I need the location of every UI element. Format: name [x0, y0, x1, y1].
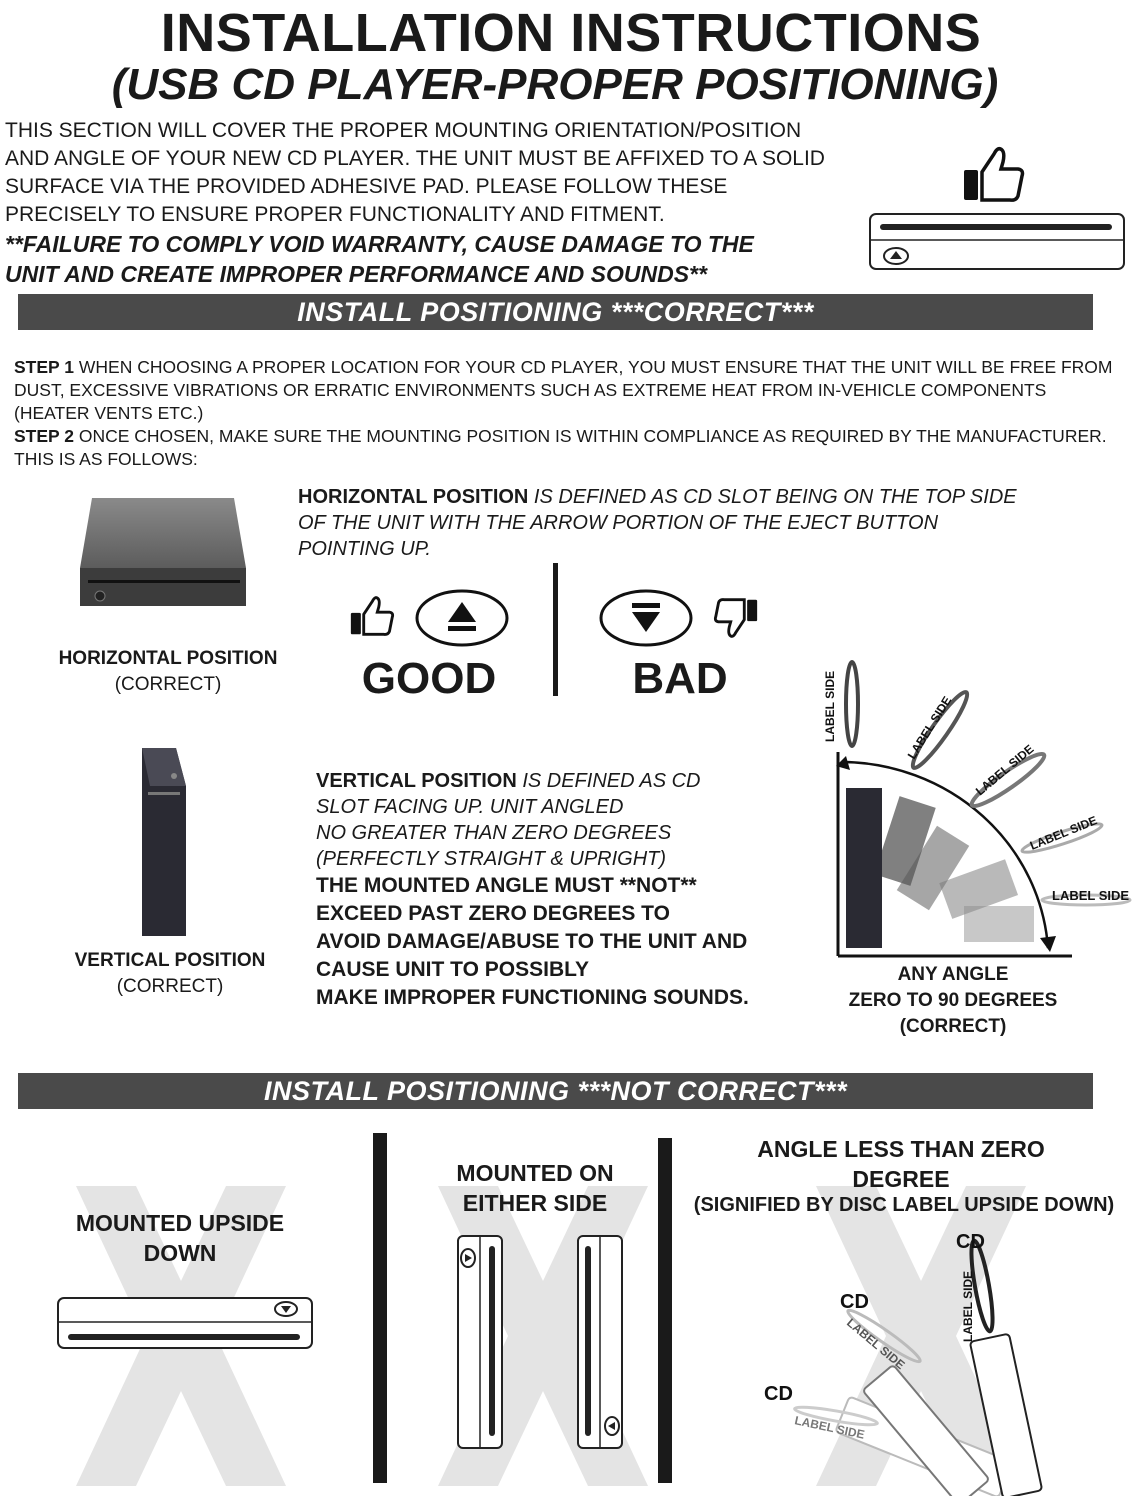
- steps-text: [14, 356, 1124, 471]
- step-1: [14, 356, 1124, 425]
- warning-line: **FAILURE TO COMPLY VOID WARRANTY, CAUSE DAMAGE TO THE: [5, 231, 754, 257]
- vertical-warn-line: EXCEED PAST ZERO DEGREES TO: [316, 902, 670, 925]
- angle-caption-line: ZERO TO 90 DEGREES: [848, 990, 1058, 1011]
- vertical-definition: [316, 768, 796, 872]
- upside-down-line: DOWN: [143, 1240, 217, 1266]
- angle-caption-line: (CORRECT): [899, 1016, 1007, 1037]
- vertical-def-line: [316, 768, 796, 794]
- eject-up-icon: [414, 588, 510, 648]
- side-mounted-unit-right: [576, 1234, 626, 1452]
- intro-line: PRECISELY TO ENSURE PROPER FUNCTIONALITY AND FITMENT.: [5, 203, 665, 226]
- step-2: [14, 425, 1124, 471]
- thumbs-up-icon: [960, 142, 1030, 204]
- vertical-def-label: VERTICAL POSITION: [316, 770, 517, 792]
- vertical-def-line: NO GREATER THAN ZERO DEGREES: [316, 822, 672, 844]
- vertical-warning: [316, 872, 816, 1012]
- intro-line: AND ANGLE OF YOUR NEW CD PLAYER. THE UNIT MUST BE AFFIXED TO A SOLID: [5, 147, 825, 170]
- eject-down-icon: [598, 588, 694, 648]
- angle-range-diagram: [814, 660, 1138, 966]
- step-2-text: ONCE CHOSEN, MAKE SURE THE MOUNTING POSITION IS WITHIN COMPLIANCE AS REQUIRED BY THE MANUFACTURER. THIS IS AS FOLLOWS:: [14, 426, 1107, 469]
- upside-down-unit-illustration: [56, 1296, 314, 1352]
- vertical-caption-title: VERTICAL POSITION: [74, 950, 266, 971]
- label-side-text: LABEL SIDE: [793, 1413, 866, 1442]
- tilted-unit-sequence: [835, 1334, 1042, 1496]
- label-side-text: LABEL SIDE: [1052, 888, 1130, 903]
- label-side-text: LABEL SIDE: [904, 693, 955, 762]
- thumbs-up-icon: [348, 590, 398, 640]
- less-than-zero-line: ANGLE LESS THAN ZERO: [757, 1136, 1045, 1162]
- either-side-caption: [400, 1158, 670, 1218]
- horizontal-def-label: HORIZONTAL POSITION: [298, 486, 529, 508]
- side-mounted-unit-left: [456, 1234, 506, 1452]
- label-side-text: LABEL SIDE: [823, 670, 837, 742]
- vertical-caption: [44, 948, 296, 1000]
- cd-player-unit-illustration: [868, 212, 1126, 272]
- thumbs-down-icon: [710, 594, 760, 644]
- less-than-zero-note: (SIGNIFIED BY DISC LABEL UPSIDE DOWN): [693, 1194, 1115, 1216]
- horizontal-caption-title: HORIZONTAL POSITION: [58, 648, 278, 669]
- angle-caption: [822, 962, 1084, 1040]
- label-side-text: LABEL SIDE: [972, 741, 1037, 799]
- horizontal-unit-photo: [74, 494, 252, 612]
- vertical-warn-line: MAKE IMPROPER FUNCTIONING SOUNDS.: [316, 986, 749, 1009]
- intro-line: SURFACE VIA THE PROVIDED ADHESIVE PAD. PLEASE FOLLOW THESE: [5, 175, 728, 198]
- section-bar-not-correct: INSTALL POSITIONING ***NOT CORRECT***: [18, 1073, 1093, 1109]
- horizontal-definition: [298, 484, 1018, 562]
- horizontal-def-text: IS DEFINED AS CD SLOT BEING ON THE TOP SIDE OF THE UNIT WITH THE ARROW PORTION OF THE EJECT BUTTON POINTING UP.: [298, 486, 1017, 560]
- intro-line: THIS SECTION WILL COVER THE PROPER MOUNTING ORIENTATION/POSITION: [5, 119, 802, 142]
- intro-text: [5, 117, 935, 229]
- good-label: GOOD: [361, 654, 497, 703]
- warning-line: UNIT AND CREATE IMPROPER PERFORMANCE AND SOUNDS**: [5, 261, 707, 287]
- cd-label: CD: [840, 1291, 869, 1313]
- vertical-warn-line: CAUSE UNIT TO POSSIBLY: [316, 958, 590, 981]
- step-1-label: STEP 1: [14, 357, 74, 377]
- vertical-def-line: (PERFECTLY STRAIGHT & UPRIGHT): [316, 848, 667, 870]
- upside-down-caption: [40, 1208, 320, 1268]
- step-1-text: WHEN CHOOSING A PROPER LOCATION FOR YOUR CD PLAYER, YOU MUST ENSURE THAT THE UNIT WILL BE FREE FROM DUST, EXCESSIVE VIBRATIONS OR ERRATIC ENVIRONMENTS SUCH AS EXTREME HEAT FROM IN-VEHICLE COMPONENTS (HEATER VENTS ETC.): [14, 357, 1113, 423]
- label-side-text: LABEL SIDE: [1027, 813, 1100, 853]
- less-than-zero-caption: [676, 1134, 1126, 1194]
- vertical-def-line: SLOT FACING UP. UNIT ANGLED: [316, 796, 624, 818]
- horizontal-caption: [40, 646, 296, 698]
- vertical-unit-photo: [136, 746, 192, 938]
- bad-label: BAD: [632, 654, 728, 703]
- label-side-text: LABEL SIDE: [961, 1270, 975, 1342]
- negative-angle-diagram: [746, 1220, 1086, 1496]
- page-title: INSTALLATION INSTRUCTIONS: [160, 3, 982, 63]
- warranty-warning: [5, 229, 885, 289]
- cd-label: CD: [764, 1383, 793, 1405]
- label-side-text: LABEL SIDE: [844, 1315, 908, 1373]
- step-2-label: STEP 2: [14, 426, 74, 446]
- either-side-line: EITHER SIDE: [462, 1190, 608, 1216]
- column-divider: [373, 1133, 387, 1483]
- good-bad-divider: [553, 563, 558, 696]
- page-subtitle: (USB CD PLAYER-PROPER POSITIONING): [111, 60, 999, 109]
- vertical-warn-line: AVOID DAMAGE/ABUSE TO THE UNIT AND: [316, 930, 748, 953]
- vertical-warn-line: THE MOUNTED ANGLE MUST **NOT**: [316, 874, 697, 897]
- vertical-def-text: IS DEFINED AS CD: [516, 770, 701, 792]
- upside-down-line: MOUNTED UPSIDE: [75, 1210, 285, 1236]
- cd-label: CD: [956, 1231, 985, 1253]
- angled-unit-sequence: [846, 788, 1034, 948]
- either-side-line: MOUNTED ON: [456, 1160, 614, 1186]
- vertical-caption-sub: (CORRECT): [116, 976, 224, 997]
- less-than-zero-line: DEGREE: [852, 1166, 950, 1192]
- horizontal-caption-sub: (CORRECT): [114, 674, 222, 695]
- angle-caption-line: ANY ANGLE: [897, 964, 1009, 985]
- section-bar-correct: INSTALL POSITIONING ***CORRECT***: [18, 294, 1093, 330]
